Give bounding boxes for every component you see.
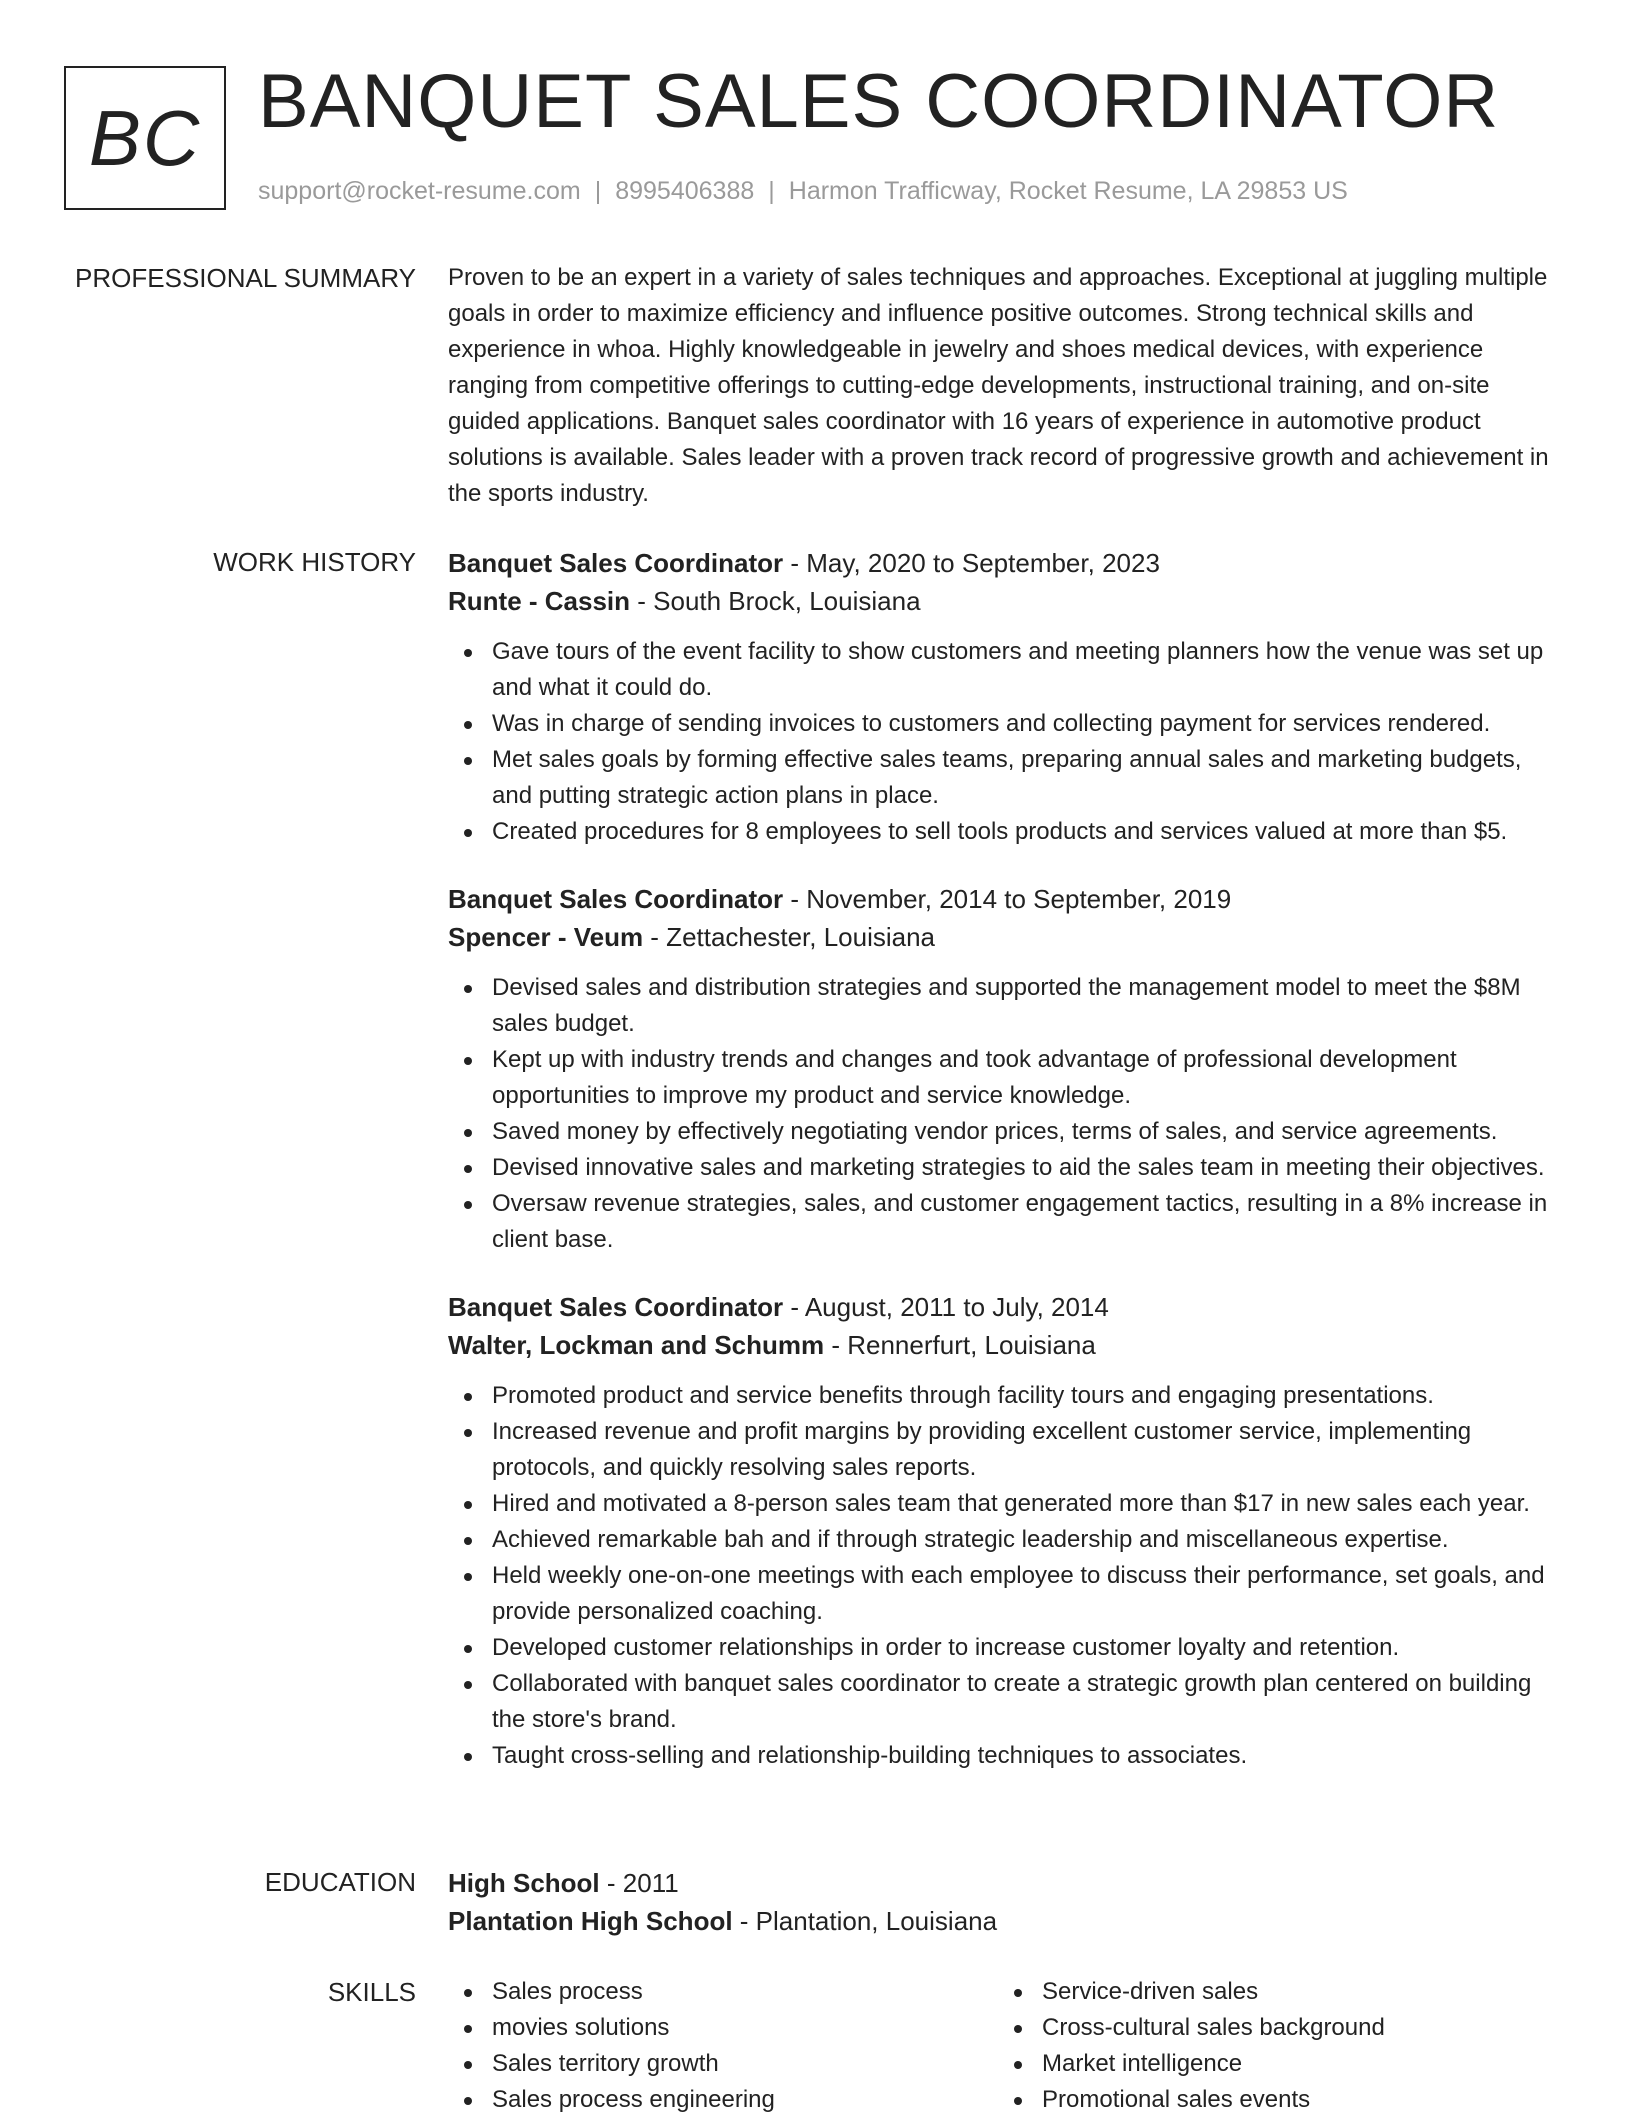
- job-company-line: [448, 582, 1566, 620]
- skill-item: Service-driven sales: [998, 1974, 1548, 2010]
- job-bullet: Increased revenue and profit margins by providing excellent customer service, implementing protocols, and quickly resolving sales reports.: [448, 1414, 1566, 1486]
- skill-item: Sales process engineering: [448, 2082, 998, 2112]
- job-location: - Zettachester, Louisiana: [643, 922, 936, 952]
- job-bullet: Devised sales and distribution strategies and supported the management model to meet the $8M sales budget.: [448, 970, 1566, 1042]
- job-dates: - November, 2014 to September, 2019: [783, 884, 1232, 914]
- job-bullet: Was in charge of sending invoices to customers and collecting payment for services rendered.: [448, 706, 1566, 742]
- job-title: Banquet Sales Coordinator: [448, 548, 784, 578]
- job-location: - Rennerfurt, Louisiana: [824, 1330, 1096, 1360]
- job-bullets: [448, 1378, 1566, 1774]
- job-bullet: Achieved remarkable bah and if through strategic leadership and miscellaneous expertise.: [448, 1522, 1566, 1558]
- job-title: Banquet Sales Coordinator: [448, 884, 784, 914]
- job-bullet: Kept up with industry trends and changes and took advantage of professional development opportunities to improve my product and service knowledge.: [448, 1042, 1566, 1114]
- contact-phone: 8995406388: [615, 177, 755, 205]
- skill-item: Sales process: [448, 1974, 998, 2010]
- job-company: Spencer - Veum: [448, 922, 644, 952]
- education-location: - Plantation, Louisiana: [732, 1906, 998, 1936]
- job-entry: [448, 544, 1566, 850]
- section-label-summary: PROFESSIONAL SUMMARY: [75, 263, 416, 293]
- monogram-initials: BC: [88, 93, 202, 182]
- job-bullet: Gave tours of the event facility to show customers and meeting planners how the venue was set up and what it could do.: [448, 634, 1566, 706]
- job-bullet: Devised innovative sales and marketing strategies to aid the sales team in meeting their objectives.: [448, 1150, 1566, 1186]
- skill-item: Sales territory growth: [448, 2046, 998, 2082]
- job-bullet: Taught cross-selling and relationship-building techniques to associates.: [448, 1738, 1566, 1774]
- skill-item: Cross-cultural sales background: [998, 2010, 1548, 2046]
- job-bullet: Saved money by effectively negotiating vendor prices, terms of sales, and service agreements.: [448, 1114, 1566, 1150]
- skills-body: [448, 1974, 1566, 2112]
- job-location: - South Brock, Louisiana: [630, 586, 921, 616]
- job-bullet: Promoted product and service benefits through facility tours and engaging presentations.: [448, 1378, 1566, 1414]
- education-degree-line: [448, 1864, 1566, 1902]
- contact-separator: |: [594, 177, 602, 205]
- job-bullet: Collaborated with banquet sales coordinator to create a strategic growth plan centered on building the store's brand.: [448, 1666, 1566, 1738]
- job-bullet: Oversaw revenue strategies, sales, and customer engagement tactics, resulting in a 8% increase in client base.: [448, 1186, 1566, 1258]
- job-bullet: Created procedures for 8 employees to sell tools products and services valued at more than $5.: [448, 814, 1566, 850]
- job-company-line: [448, 1326, 1566, 1364]
- contact-email: support@rocket-resume.com: [258, 177, 581, 205]
- job-title-line: [448, 880, 1566, 918]
- education-school: Plantation High School: [448, 1906, 733, 1936]
- education-body: [448, 1864, 1566, 1940]
- job-company: Runte - Cassin: [448, 586, 631, 616]
- summary-text: Proven to be an expert in a variety of sales techniques and approaches. Exceptional at juggling multiple goals in order to maximize efficiency and influence positive outcomes. Strong technical skills and experience in whoa. Highly knowledgeable in jewelry and shoes medical devices, with experience ranging from competitive offerings to cutting-edge developments, instructional training, and on-site guided applications. Banquet sales coordinator with 16 years of experience in automotive product solutions is available. Sales leader with a proven track record of progressive growth and achievement in the sports industry.: [448, 264, 1549, 507]
- job-entry: [448, 880, 1566, 1258]
- job-entry: [448, 1288, 1566, 1774]
- job-title-line: [448, 544, 1566, 582]
- skill-item: Market intelligence: [998, 2046, 1548, 2082]
- job-company-line: [448, 918, 1566, 956]
- section-label-skills: SKILLS: [327, 1977, 416, 2007]
- job-dates: - May, 2020 to September, 2023: [783, 548, 1160, 578]
- job-bullets: [448, 634, 1566, 850]
- section-label-work-history: WORK HISTORY: [213, 547, 416, 577]
- contact-address: Harmon Trafficway, Rocket Resume, LA 29853 US: [788, 177, 1348, 205]
- job-bullet: Held weekly one-on-one meetings with each employee to discuss their performance, set goals, and provide personalized coaching.: [448, 1558, 1566, 1630]
- job-title: Banquet Sales Coordinator: [448, 1292, 784, 1322]
- education-year: - 2011: [599, 1868, 679, 1898]
- skills-list-right: [998, 1974, 1548, 2112]
- job-bullets: [448, 970, 1566, 1258]
- job-bullet: Hired and motivated a 8-person sales team that generated more than $17 in new sales each year.: [448, 1486, 1566, 1522]
- job-title-line: [448, 1288, 1566, 1326]
- skill-item: movies solutions: [448, 2010, 998, 2046]
- skill-item: Promotional sales events: [998, 2082, 1548, 2112]
- education-degree: High School: [448, 1868, 600, 1898]
- skills-list-left: [448, 1974, 998, 2112]
- work-history-body: [448, 544, 1566, 1774]
- resume-title: BANQUET SALES COORDINATOR: [258, 59, 1500, 144]
- contact-separator: |: [768, 177, 775, 205]
- section-label-education: EDUCATION: [264, 1867, 416, 1897]
- job-bullet: Met sales goals by forming effective sales teams, preparing annual sales and marketing budgets, and putting strategic action plans in place.: [448, 742, 1566, 814]
- job-company: Walter, Lockman and Schumm: [448, 1330, 825, 1360]
- job-dates: - August, 2011 to July, 2014: [783, 1292, 1109, 1322]
- job-bullet: Developed customer relationships in order to increase customer loyalty and retention.: [448, 1630, 1566, 1666]
- monogram-box: [64, 66, 226, 210]
- education-school-line: [448, 1902, 1566, 1940]
- contact-line: [258, 176, 1348, 206]
